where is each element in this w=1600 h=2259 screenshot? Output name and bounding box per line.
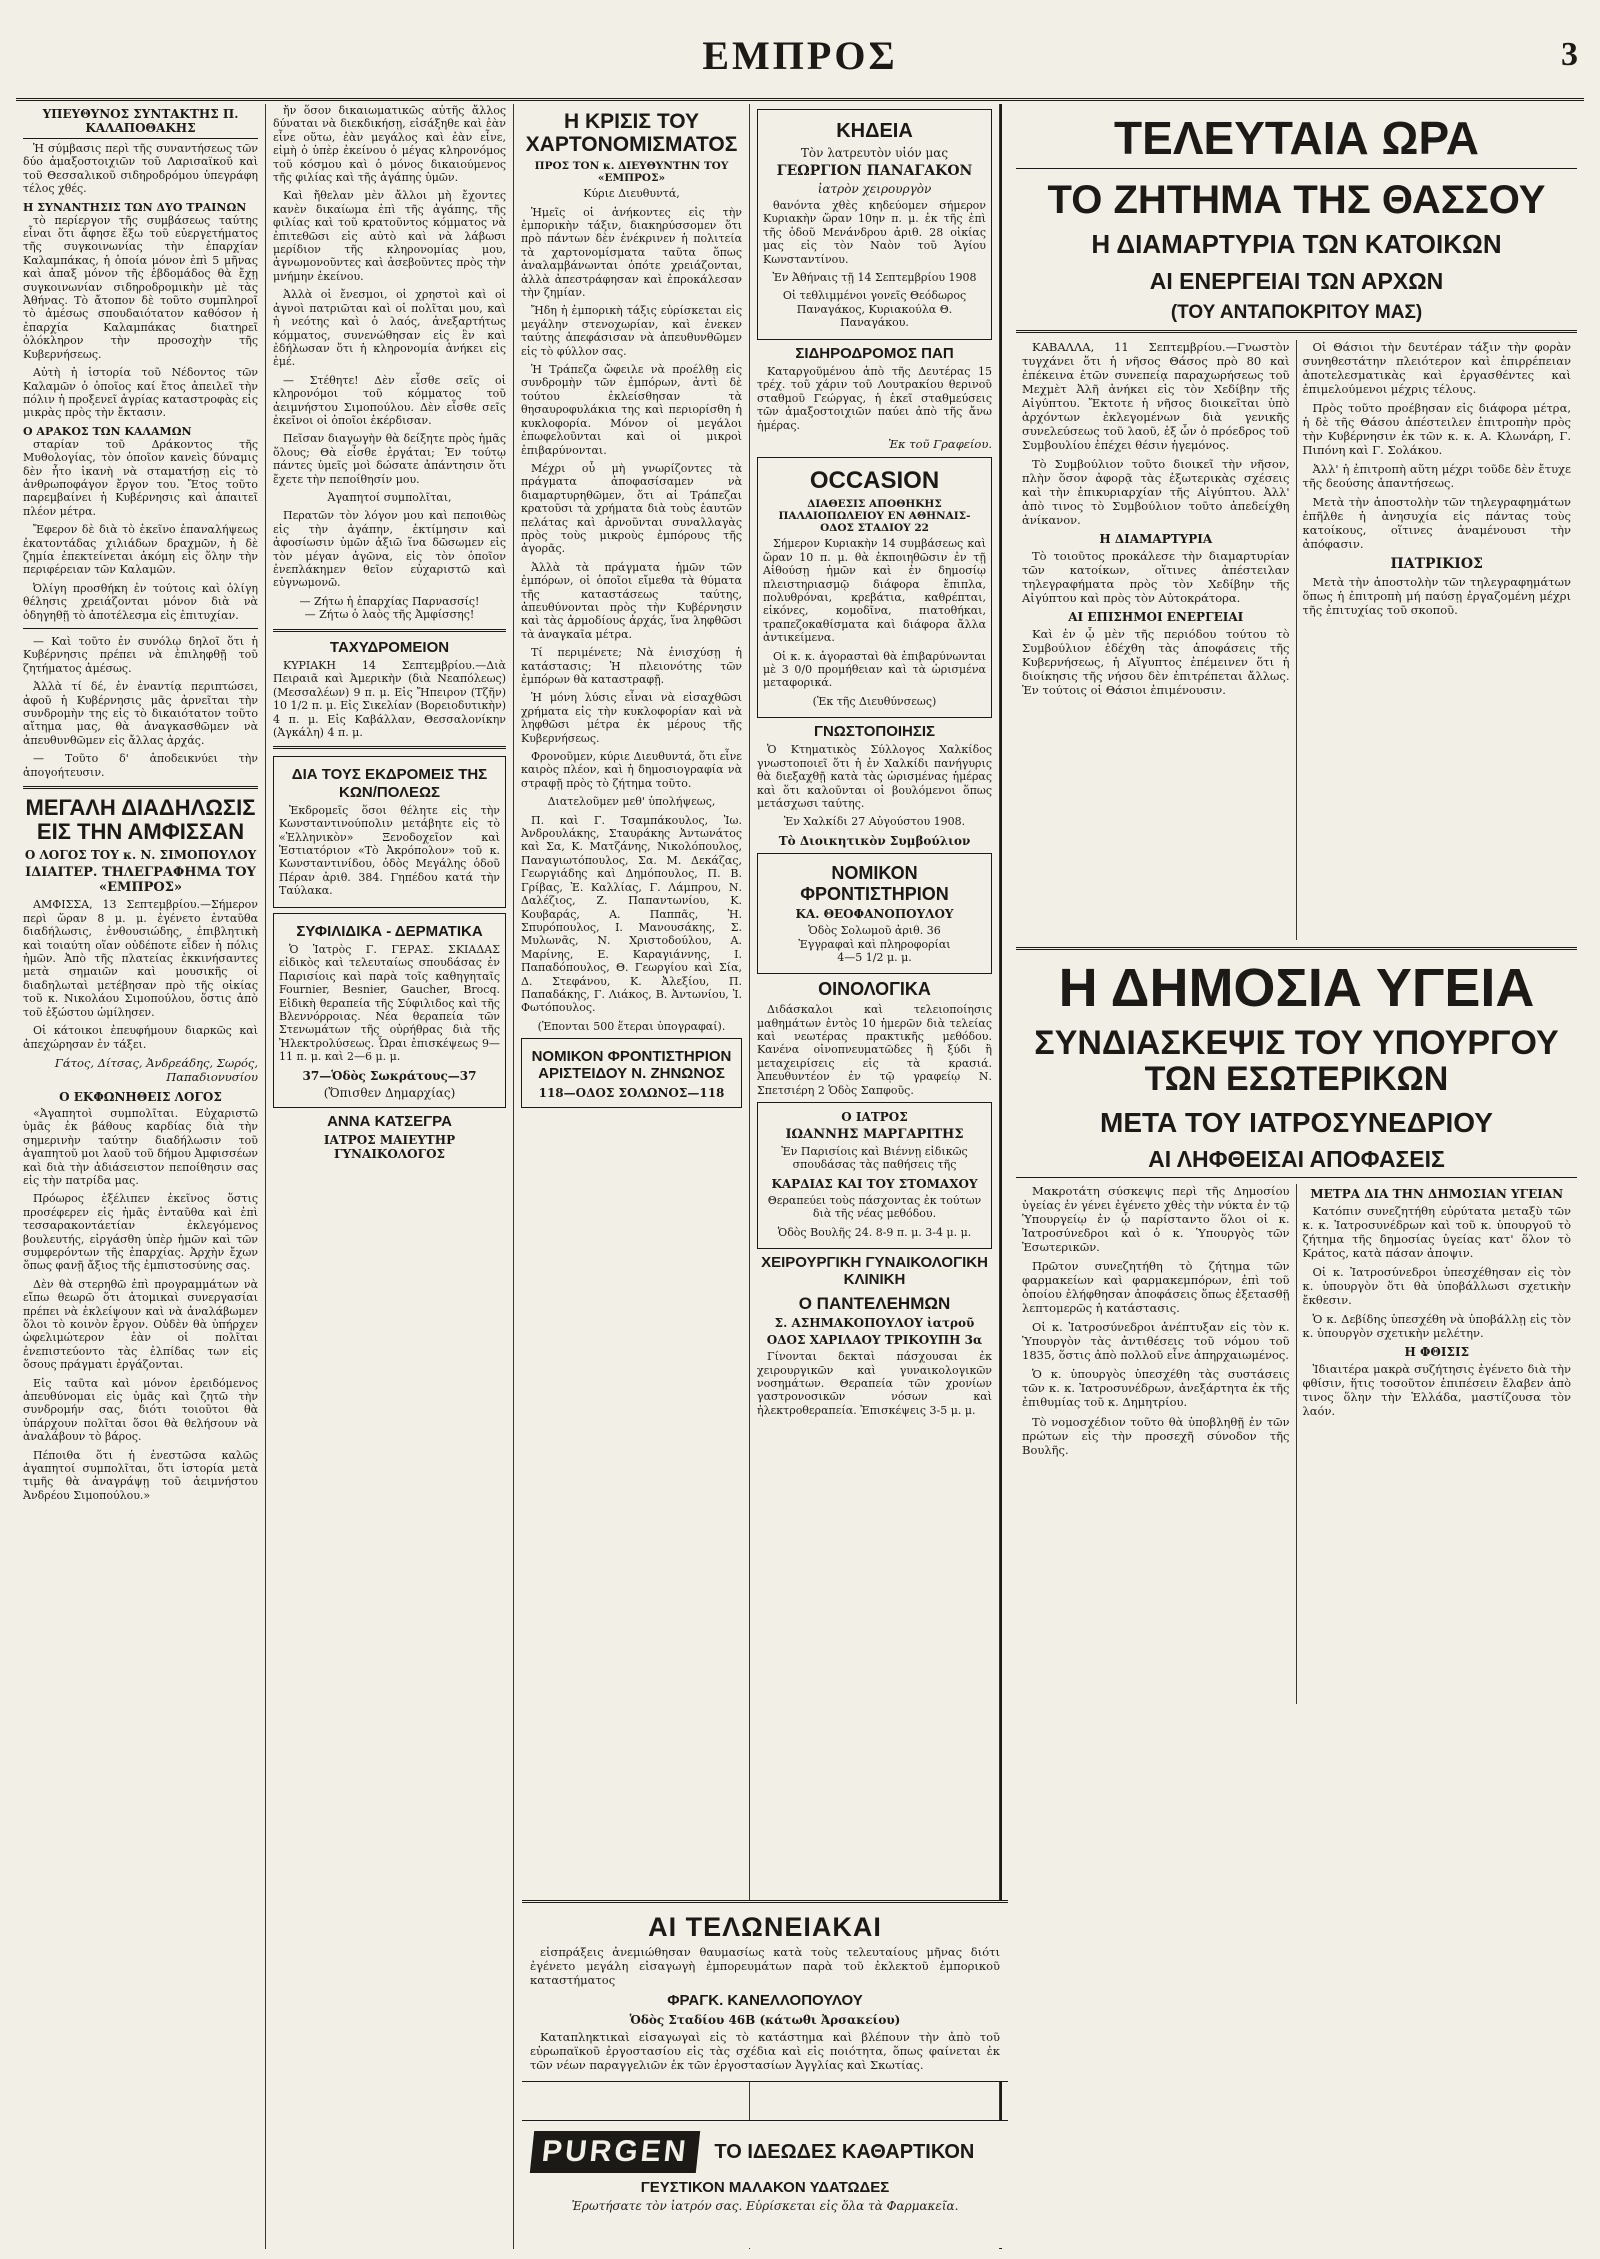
- funeral-role: ἰατρὸν χειρουργὸν: [817, 182, 932, 196]
- article-paragraph: Καταργοῦμένου ἀπὸ τῆς Δευτέρας 15 τρέχ. τοῦ χάριν τοῦ Λουτρακίου θερινοῦ σταθμοῦ Γεώργας, ἡ ἐκεῖ σταθμεύσεις τῶν ἀμαξοστοιχιῶν παύει ἀπὸ τῆς ἄνω ἡμέρας.: [757, 364, 992, 432]
- signature-list: Π. καὶ Γ. Τσαμπάκουλος, Ἰω. Ἀνδρουλάκης, Σταυράκης Ἀντωνάτος καὶ Σα, Κ. Ματζάνης, Νικολόπουλος, Παναγιωτόπουλος, Σα. Μ. Δεκάζας, Γεωργιάδης καὶ Δημόπουλος, Π. Β. Γρίβας, Ἐ. Καλλίας, Γ. Λάμπρου, Ν. Δαλέζιος, Ζ. Παπαντωνίου, Κ. Κουβαράς, Α. Παππᾶς, Ἡ. Σπυρόπουλος, Ι. Μανουσάκης, Σ. Μυλωνᾶς, Ν. Χριστοδούλου, Α. Μαρίνης, Ε. Καραγιάννης, Ι. Παπαδόπουλος, Θ. Γεωργίου καὶ Σία, Δ. Στεφάνου, Κ. Ἀλεξίου, Π. Παπαδάκης, Γ. Λιάκος, Β. Ἀντωνίου, Ἰ. Φωτόπουλος.: [521, 813, 742, 1015]
- funeral-pretext: Τὸν λατρευτὸν υἱόν μας: [800, 146, 949, 160]
- side-heading: Ο ΑΡΑΚΟΣ ΤΩΝ ΚΑΛΑΜΩΝ: [23, 424, 192, 438]
- ad-heading: ΣΥΦΙΛΙΔΙΚΑ - ΔΕΡΜΑΤΙΚΑ: [296, 922, 483, 940]
- article-paragraph: Τὸ Συμβούλιον τοῦτο διοικεῖ τὴν νῆσον, πλὴν ὅσον ἀφορᾷ τὰς ἐξωτερικὰς σχέσεις καὶ τὴν ἐπικυριαρχίαν τῆς Αἰγύπτου. Ἀλλ' ἀπὸ τινος τὸ Συμβούλιον τοῦτο ἀπεδείχθη ἀνίκανον.: [1022, 456, 1290, 527]
- section-heading: ΤΑΧΥΔΡΟΜΕΙΟΝ: [329, 638, 450, 656]
- purgen-logo: PURGEN: [530, 2131, 701, 2173]
- thasos-article: [1016, 340, 1577, 940]
- subheadline: Ο ΛΟΓΟΣ ΤΟΥ κ. Ν. ΣΙΜΟΠΟΥΛΟΥ: [24, 848, 257, 863]
- section-heading: ΑΙ ΕΠΙΣΗΜΟΙ ΕΝΕΡΓΕΙΑΙ: [1068, 609, 1244, 624]
- article-paragraph: Οἱ κ. Ἰατροσύνεδροι ἀνέπτυξαν εἰς τὸν κ. Ὑπουργὸν τὰς ἀντιθέσεις τοῦ νόμου τοῦ 1835, ὅστις ἀπὸ πολλοῦ εἶνε ἀπηρχαιωμένος.: [1022, 1320, 1290, 1363]
- article-paragraph: — Ζήτω ἡ ἐπαρχίας Παρνασσίς! — Ζήτω ὁ λαὸς τῆς Ἀμφίσσης!: [299, 594, 480, 622]
- article-paragraph: Πρόωρος ἐξέλιπεν ἐκεῖνος ὅστις προσέφερεν εἰς ἡμᾶς ἐνταῦθα καὶ ἐπὶ τεσσαρακοντάετίαν ἐκλεγόμενος βουλευτής, εἰργάσθη ὑπὲρ ἡμῶν καὶ τῶν συμφερόντων τῆς ἐπαρχίας. Ἀρχὴν ἔχων ὅπως φανῇ ἄξιος τῆς ἐμπιστοσύνης σας.: [23, 1192, 258, 1273]
- ad-text: Ἐκδρομεῖς ὅσοι θέλητε εἰς τὴν Κωνσταντινούπολιν μετάβητε εἰς τὸ «Ἑλληνικὸν» Ξενοδοχεῖον καὶ Ἑστιατόριον «Τὸ Ἀκρόπολον» τοῦ κ. Κωνσταντινίδου, ὁδὸς Μεγάλης ὁδοῦ Πέραν ἀριθ. 384. Γηπέδου κατά τὴν Ταύλακα.: [279, 803, 500, 898]
- advertisement: [757, 1102, 992, 1249]
- divider: [1016, 1177, 1577, 1178]
- ad-name: Ο ΠΑΝΤΕΛΕΗΜΩΝ: [798, 1293, 951, 1313]
- note: (Ἐπονται 500 ἕτεραι ὑπογραφαί).: [537, 1019, 726, 1033]
- article-paragraph: — Στέθητε! Δὲν εἶσθε σεῖς οἱ κληρονόμοι τοῦ κόμματος τοῦ ἀειμνήστου Σιμοπούλου. Δὲν εἶσθε σεῖς ἐκεῖνοι οἱ ὁποῖοι ἐκέρδισαν.: [273, 373, 506, 427]
- advertisement: [273, 756, 506, 907]
- article-paragraph: Εἰς ταῦτα καὶ μόνον ἐρειδόμενος ἀπευθύνομαι εἰς ὑμᾶς καὶ ζητῶ τὴν συνδρομήν σας, διότι τοιοῦτοι θὰ ὑπάρχουν πολῖται ὅσοι θὰ θελήσουν νὰ ἀναλάβουν τὸ βάρος.: [23, 1376, 258, 1444]
- divider: [23, 628, 258, 629]
- funeral-name: ΓΕΩΡΓΙΟΝ ΠΑΝΑΓΑΚΟΝ: [776, 163, 973, 179]
- article-paragraph: — Τοῦτο δ' ἀποδεικνύει τὴν ἀπογοήτευσιν.: [23, 752, 258, 779]
- purgen-note: Ἐρωτήσατε τὸν ἰατρόν σας. Εὑρίσκεται εἰς ὅλα τὰ Φαρμακεῖα.: [571, 2199, 959, 2214]
- section-heading: Η ΦΘΙΣΙΣ: [1404, 1345, 1470, 1360]
- article-paragraph: Μετὰ τὴν ἀποστολὴν τῶν τηλεγραφημάτων ἐπῆλθε ἡ ἀνησυχία εἰς πάντας τοὺς κατοίκους, οἵτινες ἀναμένουσι τὴν ἀπόφασιν.: [1302, 494, 1571, 551]
- article-paragraph: Περατῶν τὸν λόγον μου καὶ πεποιθὼς εἰς τὴν ἀγάπην, ἐκτίμησιν καὶ ἀφοσίωσιν ὑμῶν ἀξιῶ ἵνα δῶσωμεν εἰς τὸν μέγαν ἀγῶνα, εἰς τὸν ὁποῖον ἐνεπλάκημεν θεῖον εὐχαριστῶ καὶ εὐγνωμονῶ.: [273, 509, 506, 590]
- ad-heading: ΔΙΑ ΤΟΥΣ ΕΚΔΡΟΜΕΙΣ ΤΗΣ ΚΩΝ/ΠΟΛΕΩΣ: [291, 766, 488, 801]
- article-paragraph: Ἔφερον δὲ διὰ τὸ ἐκεῖνο ἐπαναλήψεως ἐκατοντάδας χιλιάδων δραχμῶν, ἡ δὲ ζημία ἐπεκτείνεται ἀκόμη εἰς ὅλην τὴν περιφέρειαν τῶν Καλαμῶν.: [23, 523, 258, 577]
- headline-thasos: ΤΟ ΖΗΤΗΜΑ ΤΗΣ ΘΑΣΣΟΥ: [1047, 178, 1546, 223]
- article-paragraph: Τὸ τοιοῦτος προκάλεσε τὴν διαμαρτυρίαν τῶν κατοίκων, οἵτινες ἀπέστειλαν τηλεγραφήματα πρὸς τὸν Χεδίβην τῆς Αἰγύπτου καὶ πρὸς τὸν Αὐτοκράτορα.: [1022, 548, 1290, 605]
- section-heading: Η ΔΙΑΜΑΡΤΥΡΙΑ: [1099, 531, 1213, 546]
- article-paragraph: Ὀλίγη προσθήκη ἐν τούτοις καὶ ὀλίγη θέλησις χρειάζονται μόνον διὰ νὰ ὁδηγηθῇ τὸ ἀποτέλεσμα εἰς ἐπιτυχίαν.: [23, 581, 258, 622]
- purgen-ad: [522, 2120, 1008, 2248]
- subheadline: (ΤΟΥ ΑΝΤΑΠΟΚΡΙΤΟΥ ΜΑΣ): [1170, 301, 1423, 323]
- funeral-text: θανόντα χθὲς κηδεύομεν σήμερον Κυριακὴν ὥραν 10ην π. μ. ἐκ τῆς ἐπὶ τῆς ὁδοῦ Μενάνδρου ἀριθ. 28 οἰκίας μας εἰς τὸν Ναὸν τοῦ Ἁγίου Κωνσταντίνου.: [763, 199, 986, 266]
- article-paragraph: Οἱ κάτοικοι ἐπευφήμουν διαρκῶς καὶ ἀπεχώρησαν ἐν τάξει.: [23, 1024, 258, 1051]
- thasos-left: [1016, 340, 1297, 940]
- article-paragraph: Ἡ μόνη λύσις εἶναι νὰ εἰσαχθῶσι χρήματα εἰς τὴν κυκλοφορίαν καὶ νὰ ληφθῶσι μέτρα ἐκ μέρους τῆς Κυβερνήσεως.: [521, 691, 742, 745]
- divider: [1016, 168, 1577, 169]
- article-paragraph: Ἤδη ἡ ἐμπορικὴ τάξις εὑρίσκεται εἰς μεγάλην στενοχωρίαν, καὶ ἐνεκεν ταύτης ἀπεφάσισαν νὰ ἀπευθυνθῶμεν εἰς τὸ φύλλον σας.: [521, 304, 742, 358]
- section-heading: ΣΙΔΗΡΟΔΡΟΜΟΣ ΠΑΠ: [795, 344, 954, 362]
- subheadline: ΙΔΙΑΙΤΕΡ. ΤΗΛΕΓΡΑΦΗΜΑ ΤΟΥ «ΕΜΠΡΟΣ»: [25, 865, 256, 896]
- ad-heading: ΝΟΜΙΚΟΝ ΦΡΟΝΤΙΣΤΗΡΙΟΝ: [800, 862, 949, 904]
- article-paragraph: Ἡ σύμβασις περὶ τῆς συναντήσεως τῶν δύο ἀμαξοστοιχιῶν τοῦ Λαρισαϊκοῦ καὶ τοῦ Θεσσαλικοῦ σιδηροδρόμου ὑπεγράφη τέλος χθές.: [23, 142, 258, 196]
- article-paragraph: σταρίαν τοῦ Δράκοντος τῆς Μυθολογίας, τὸν ὁποῖον κανεὶς δύναμις δὲν ἦτο ἱκανὴ νὰ σταματήσῃ εἰς τὸ ἀνθρωποφάγον ἔργον του. Ἔτος τοῦτο παρεμβαίνει ἡ Κυβέρνησις καὶ ἀπαιτεῖ πλέον μέτρα.: [23, 437, 258, 518]
- ad-text: Ἐν Παρισίοις καὶ Βιέννῃ εἰδικῶς σπουδάσας τὰς παθήσεις τῆς: [781, 1145, 968, 1172]
- side-heading: Η ΣΥΝΑΝΤΗΣΙΣ ΤΩΝ ΔΥΟ ΤΡΑΙΝΩΝ: [23, 200, 247, 214]
- ad-text: Ὁ Ἰατρὸς Γ. ΓΕΡΑΣ. ΣΚΙΑΔΑΣ εἰδικὸς καὶ τελευταίως σπουδάσας ἐν Παρισίοις καὶ παρὰ τοῖς καθηγηταῖς Fournier, Besnier, Gaucher, Brocq. Εἰδικὴ θεραπεία τῆς Σύφιλιδος καὶ τῆς Βλεννόρροιας. Νέα θεραπεία τῶν Στενωμάτων τῆς οὐρήθρας διὰ τῆς Ἠλεκτρολύσεως. Ὧραι ἐπισκέψεως 9—11 π. μ. καὶ 2—6 μ. μ.: [279, 942, 500, 1064]
- column-2: [266, 104, 514, 2249]
- advertisement: [757, 853, 992, 975]
- column-5: [1000, 104, 1584, 2249]
- ad-heading: ΧΕΙΡΟΥΡΓΙΚΗ ΓΥΝΑΙΚΟΛΟΓΙΚΗ ΚΛΙΝΙΚΗ: [761, 1254, 988, 1289]
- article-paragraph: τὸ περίεργον τῆς συμβάσεως ταύτης εἶναι ὅτι ἄφησε ἔξω τοῦ εὐεργετήματος τῆς συγκοινωνίας τὴν ἐπαρχίαν Καλαμπάκας, ἡ ὁποία μόνον ἐπὶ 5 μῆνας καὶ ἁπαξ μόνον τῆς ἑβδομάδος θὰ ἔχῃ συγκοινωνίαν σιδηροδρομικὴν μὲ τὰς Ἀθήνας. Τὸ ἄτοπον δὲ τοῦτο συμπληροῖ τὸ ἀμέσως σπουδαιότατον καθόσον ἡ ἐπαρχία Καλαμπάκας διατηρεῖ ὁλόκληρον τὴν προσοχὴν τῆς Κυβερνήσεως.: [23, 213, 258, 361]
- advertisement: [521, 1038, 742, 1108]
- article-paragraph: Κατόπιν συνεζητήθη εὐρύτατα μεταξὺ τῶν κ. κ. Ἰατροσυνέδρων καὶ τοῦ κ. ὑπουργοῦ τὸ ζήτημα τῆς δημοσίας ὑγείας κατ' ὅλον τὸ Κράτος, κατὰ πάσαν ἀποψιν.: [1302, 1204, 1571, 1261]
- subheadline: ΜΕΤΑ ΤΟΥ ΙΑΤΡΟΣΥΝΕΔΡΙΟΥ: [1100, 1106, 1493, 1138]
- article-paragraph: Πέποιθα ὅτι ἡ ἐνεστῶσα καλῶς ἀγαπητοί συμπολῖται, ὅτι ἱστορία μετὰ τιμῆς θὰ ἀναγράψῃ τοῦ ἀειμνήστου Ἀνδρέου Σιμοπούλου.»: [23, 1448, 258, 1502]
- ad-doctor: Σ. ΑΣΗΜΑΚΟΠΟΥΛΟΥ ἰατροῦ: [774, 1316, 975, 1331]
- subheadline: ΑΙ ΛΗΦΘΕΙΣΑΙ ΑΠΟΦΑΣΕΙΣ: [1148, 1146, 1445, 1173]
- divider: [1016, 947, 1577, 950]
- health-article: [1016, 1184, 1577, 1704]
- ad-heading: ΑΝΝΑ ΚΑΤΣΕΓΡΑ: [327, 1112, 452, 1130]
- thasos-right: [1297, 340, 1578, 940]
- headline: ΜΕΓΑΛΗ ΔΙΑΔΗΛΩΣΙΣ ΕΙΣ ΤΗΝ ΑΜΦΙΣΣΑΝ: [25, 795, 256, 845]
- column-1: [16, 104, 266, 2249]
- subheadline: ΠΡΟΣ ΤΟΝ κ. ΔΙΕΥΘΥΝΤΗΝ ΤΟΥ «ΕΜΠΡΟΣ»: [534, 160, 729, 185]
- ad-heading: ΑΙ ΤΕΛΩΝΕΙΑΚΑΙ: [648, 1912, 882, 1942]
- divider: [273, 629, 506, 632]
- advertisement: [273, 913, 506, 1108]
- article-paragraph: ΑΜΦΙΣΣΑ, 13 Σεπτεμβρίου.—Σήμερον περὶ ὥραν 8 μ. μ. ἐγένετο ἐνταῦθα διαδήλωσις, ἐνθουσιώδης, ἐπιβλητικὴ καὶ τοιαύτη οἵαν οὐδέποτε εἶδεν ἡ πόλις ἡμῶν. Ἀπὸ τῆς πλατείας ἐκκινήσαντες μετὰ σημαιῶν καὶ μουσικῆς οἱ διαδηλωταὶ μετέβησαν πρὸ τῆς οἰκίας τοῦ κ. Νικολάου Σιμοπούλου, ὅστις ἀπὸ τοῦ ἐξώστου ὡμίλησεν.: [23, 898, 258, 1019]
- funeral-parents: Οἱ τεθλιμμένοι γονεῖς Θεόδωρος Παναγάκος, Κυριακούλα Θ. Παναγάκου.: [782, 289, 967, 330]
- salutation: Κύριε Διευθυντά,: [583, 187, 680, 201]
- article-paragraph: Ἀλλὰ τί δέ, ἐν ἐναντίᾳ περιπτώσει, ἀφοῦ ἡ Κυβέρνησις μᾶς ἀρνεῖται τὴν συνδρομὴν της εἰς τὸ δικαιότατον τοῦτο αἴτημα μας, θὰ ἀναγκασθῶμεν νὰ ἀπευθυνθῶμεν εἰς ἄλλας ἀρχάς.: [23, 680, 258, 747]
- article-paragraph: Διδάσκαλοι καὶ τελειοποίησις μαθημάτων ἐντὸς 10 ἡμερῶν διὰ τελείας καὶ νεωτέρας πρακτικῆς μεθόδου. Κανένα οἰνοπνευματῶδες ἢ ξύδι ἢ μεταχειρίσεις εἰς τὰ κρασιά. Ἀπευθυντέον ἐν τῷ γραφείῳ Ν. Σπετσιέρη 2 Ὁδὸς Σαπφοῦς.: [757, 1003, 992, 1097]
- advertisement: [757, 457, 992, 718]
- article-paragraph: Ὁ κ. Δεβίδης ὑπεσχέθη νὰ ὑποβάλλῃ εἰς τὸν κ. ὑπουργὸν σχετικὴν μελέτην.: [1302, 1312, 1571, 1341]
- article-paragraph: Ὁ κ. ὑπουργὸς ὑπεσχέθη τὰς συστάσεις τῶν κ. κ. Ἰατροσυνέδρων, ἀνεξάρτητα ἐκ τῆς ἐπιθυμίας τοῦ κ. Δημητρίου.: [1022, 1367, 1290, 1410]
- article-paragraph: ΚΥΡΙΑΚΗ 14 Σεπτεμβρίου.—Διὰ Πειραιᾶ καὶ Ἀμερικὴν (διὰ Νεαπόλεως) (Μεσσαλέων) 9 π. μ. Εἰς Ἤπειρον (Τζῆν) 10 1/2 π. μ. Εἰς Σικελίαν (Βορειοδυτικὴν) 4 π. μ. Εἰς Καβάλλαν, Θεσσαλονίκην (Ἀγκάλη) 4 π. μ.: [273, 658, 506, 739]
- customs-ad: [522, 1900, 1008, 2082]
- article-paragraph: Μέχρι οὗ μὴ γνωρίζοντες τὰ πράγματα ἀποφασίσαμεν νὰ διαμαρτυρηθῶμεν, ὅτι αἱ Τράπεζαι κρατοῦσι τὰ χρήματα διὰ τοὺς ἑαυτῶν πελάτας καὶ ἀρνοῦνται συναλλαγὰς πρὸς τοὺς μικροὺς ἐμπόρους τῆς ἀγορᾶς.: [521, 461, 742, 556]
- article-paragraph: Ἀλλ' ἡ ἐπιτροπὴ αὕτη μέχρι τοῦδε δὲν ἔτυχε τῆς δεούσης ἀπαντήσεως.: [1302, 461, 1571, 490]
- ad-address: Ὁδὸς Βουλῆς 24. 8-9 π. μ. 3-4 μ. μ.: [777, 1225, 972, 1239]
- funeral-date: Ἐν Ἀθήναις τῇ 14 Σεπτεμβρίου 1908: [772, 271, 977, 285]
- article-paragraph: Ἀγαπητοί συμπολῖται,: [327, 490, 452, 504]
- article-paragraph: Ὁ Κτηματικὸς Σύλλογος Χαλκίδος γνωστοποιεῖ ὅτι ἡ ἐν Χαλκίδι πανήγυρις θὰ διεξαχθῇ κατὰ τὰς ὡρισμένας ἡμέρας καὶ ὅτι καλοῦνται οἱ βουλόμενοι ὅπως μετάσχωσι ταύτης.: [757, 743, 992, 811]
- funeral-heading: ΚΗΔΕΙΑ: [836, 120, 913, 142]
- health-left: [1016, 1184, 1297, 1704]
- article-paragraph: Ἡ Τράπεζα ὤφειλε νὰ προέλθῃ εἰς συνδρομὴν τῶν ἐμπόρων, ἀντὶ δὲ τούτου ἐκλείσθησαν τὰ θησαυροφυλάκια της καὶ περιορίσθη ἡ κυκλοφορία. Μόνον οἱ μεγάλοι ἐπωφελοῦνται καὶ οἱ μικροὶ ἐπιβαρύνονται.: [521, 363, 742, 457]
- headline-public-health: Η ΔΗΜΟΣΙΑ ΥΓΕΙΑ: [1058, 957, 1535, 1018]
- ad-text: Καταπληκτικαὶ εἰσαγωγαὶ εἰς τὸ κατάστημα καὶ βλέπουν τὴν ἀπὸ τοῦ εὐρωπαϊκοῦ ἐργοστασίου εἰς τὰς σχέδια καὶ εἰς ποιότητα, ὅπως φαίνεται ἐκ τῶν νέων παραγγελιῶν ἐκ τῶν ἐργοστασίων Ἀγγλίας καὶ Σκωτίας.: [530, 2029, 1000, 2072]
- article-paragraph: Τί περιμένετε; Νὰ ἐνισχύσῃ ἡ κατάστασις; Ἡ πλειονότης τῶν ἐμπόρων θὰ καταστραφῇ.: [521, 646, 742, 686]
- ad-name: ΙΩΑΝΝΗΣ ΜΑΡΓΑΡΙΤΗΣ: [785, 1127, 964, 1143]
- ad-heading: ΝΟΜΙΚΟΝ ΦΡΟΝΤΙΣΤΗΡΙΟΝ ΑΡΙΣΤΕΙΔΟΥ Ν. ΖΗΝΩΝΟΣ: [531, 1048, 732, 1083]
- article-paragraph: Πρὸς τοῦτο προέβησαν εἰς διάφορα μέτρα, ἡ δὲ τῆς Θάσου ἀπέστειλεν ἐπιτροπὴν πρὸς τὴν Κυβέρνησιν ἐκ τῶν κ. κ. Α. Κλωνάρη, Γ. Πιπόνη καὶ Γ. Σολάκου.: [1302, 400, 1571, 457]
- article-paragraph: Ἀλλὰ τὰ πράγματα ἡμῶν τῶν ἐμπόρων, οἱ ὁποῖοι εἴμεθα τὰ θύματα τῆς καταστάσεως ταύτης, ἀπευθύνονται πρὸς τὴν Κυβέρνησιν καὶ τὰς ἁρμοδίους ἀρχάς, ἵνα ληφθῶσι τὰ ἀναγκαῖα μέτρα.: [521, 560, 742, 641]
- article-paragraph: «Ἀγαπητοὶ συμπολῖται. Εὐχαριστῶ ὑμᾶς ἐκ βάθους καρδίας διὰ τὴν σημερινὴν ταύτην διαδήλωσιν τοῦ ἀγαπητοῦ μοι λαοῦ τοῦ δήμου Ἀμφισσέων καὶ διὰ τὴν ἀδιάσειστον πεποίθησιν σας εἰς τὴν πατρίδα μας.: [23, 1106, 258, 1187]
- subheadline: Η ΔΙΑΜΑΡΤΥΡΙΑ ΤΩΝ ΚΑΤΟΙΚΩΝ: [1091, 229, 1502, 260]
- divider: [273, 746, 506, 749]
- ad-heading: OCCASION: [809, 466, 940, 494]
- article-paragraph: Φρονοῦμεν, κύριε Διευθυντά, ὅτι εἶνε καιρὸς πλέον, καὶ ἡ δημοσιογραφία νὰ στραφῇ πρὸς τὸ ζήτημα τοῦτο.: [521, 750, 742, 790]
- article-paragraph: Αὐτὴ ἡ ἱστορία τοῦ Νέδοντος τῶν Καλαμῶν ὁ ὁποῖος καί ἔτος ἀπειλεῖ τὴν πόλιν ἡ προξενεῖ ἀγρίας καταστροφὰς εἰς μικρὰς πρὸς τὴν ἔκτασιν.: [23, 366, 259, 420]
- ad-address-note: (Ὄπισθεν Δημαρχίας): [323, 1085, 456, 1100]
- section-heading: ΜΕΤΡΑ ΔΙΑ ΤΗΝ ΔΗΜΟΣΙΑΝ ΥΓΕΙΑΝ: [1310, 1187, 1564, 1202]
- ad-specialty: ΚΑΡΔΙΑΣ ΚΑΙ ΤΟΥ ΣΤΟΜΑΧΟΥ: [771, 1176, 978, 1191]
- purgen-subtitle: ΓΕΥΣΤΙΚΟΝ ΜΑΛΑΚΟΝ ΥΔΑΤΩΔΕΣ: [640, 2179, 890, 2196]
- divider: [23, 786, 258, 789]
- ad-name: ΚΑ. ΘΕΟΦΑΝΟΠΟΥΛΟΥ: [795, 907, 954, 922]
- signature-name: ΠΑΤΡΙΚΙΟΣ: [1390, 555, 1483, 572]
- section-heading: ΟΙΝΟΛΟΓΙΚΑ: [818, 979, 931, 1000]
- article-paragraph: Διατελοῦμεν μεθ' ὑπολήψεως,: [547, 795, 716, 809]
- article-paragraph: ἤν ὅσον δικαιωματικῶς αὐτῆς ἄλλος δύναται νὰ διεκδικήσῃ, εἰσάξηθε καὶ ἐὰν εἶνε οὕτω, ἐὰν μεγάλος καὶ ἐὰν εἶνε, εἰμὴ ὁ ὑπὲρ ἐκείνου ὁ μέγας κληρονόμος τοῦ κόσμου καὶ ὁ μόνος δικαιούμενος τῆς φιλίας καὶ τῆς ἀγάπης ὑμῶν.: [273, 104, 506, 185]
- article-paragraph: Μετὰ τὴν ἀποστολὴν τῶν τηλεγραφημάτων ὅπως ἡ ἐπιτροπὴ μή παύσῃ ἐργαζομένη μέχρι τῆς ἐπιτυχίας τοῦ σκοποῦ.: [1302, 574, 1571, 617]
- ad-text: Οἱ κ. κ. ἀγορασταὶ θὰ ἐπιβαρύνωνται μὲ 3 0/0 προμήθειαν καὶ τὰ ὡρισμένα μεταφορικά.: [763, 649, 986, 690]
- purgen-row: [532, 2131, 998, 2173]
- divider: [1016, 330, 1577, 333]
- subheadline: ΑΙ ΕΝΕΡΓΕΙΑΙ ΤΩΝ ΑΡΧΩΝ: [1149, 267, 1444, 294]
- paper-title: ΕΜΠΡΟΣ: [702, 33, 898, 78]
- headline: Η ΚΡΙΣΙΣ ΤΟΥ ΧΑΡΤΟΝΟΜΙΣΜΑΤΟΣ: [525, 110, 738, 157]
- notice-sign: Τὸ Διοικητικὸν Συμβούλιον: [778, 833, 971, 848]
- ad-text: Ὁδὸς Σολωμοῦ ἀριθ. 36 Ἐγγραφαὶ καὶ πληροφορίαι 4—5 1/2 μ. μ.: [798, 924, 951, 965]
- article-paragraph: Μακροτάτη σύσκεψις περὶ τῆς Δημοσίου ὑγείας ἐν γένει ἐγένετο χθὲς τὴν νύκτα ἐν τῷ Ὑπουργείῳ ἐν ᾧ παρίσταντο ὅλοι οἱ κ. Ἰατροσύνεδροι καὶ ὁ κ. Ὑπουργὸς τῶν Ἐσωτερικῶν.: [1022, 1184, 1290, 1255]
- article-paragraph: Τὸ νομοσχέδιον τοῦτο θὰ ὑποβληθῇ ἐν τῶν πρώτων εἰς τὴν προσεχῆ σύνοδον τῆς Βουλῆς.: [1022, 1414, 1290, 1457]
- article-paragraph: Πεῖσαν διαγωγὴν θὰ δείξητε πρὸς ἡμᾶς ὅλους; Θὰ εἶσθε ἐργάται; Ἐν τούτῳ πάντες ὑμεῖς μοὶ δώσατε ἀπάντησιν ὅτι ἔχετε τὴν πεποίθησίν μου.: [273, 432, 506, 486]
- notice-date: Ἐν Χαλκίδι 27 Αὐγούστου 1908.: [783, 815, 966, 829]
- funeral-notice: [757, 109, 992, 340]
- signature: Ἐκ τοῦ Γραφείου.: [888, 436, 992, 451]
- article-paragraph: Οἱ κ. Ἰατροσύνεδροι ὑπεσχέθησαν εἰς τὸν κ. ὑπουργὸν ὅτι θὰ ὑποβάλλωσι σχετικὴν ἔκθεσιν.: [1302, 1265, 1571, 1308]
- article-paragraph: Πρῶτον συνεζητήθη τὸ ζήτημα τῶν φαρμακείων καὶ φαρμακεμπόρων, ἐπὶ τοῦ ὁποίου ἐλήφθησαν ἀποφάσεις ὅπως ἐξετασθῇ λεπτομερῶς ἡ κατάστασις.: [1022, 1259, 1290, 1316]
- ad-heading: Ο ΙΑΤΡΟΣ: [841, 1110, 908, 1125]
- section-heading: ΓΝΩΣΤΟΠΟΙΗΣΙΣ: [813, 723, 936, 741]
- article-paragraph: ΚΑΒΑΛΛΑ, 11 Σεπτεμβρίου.—Γνωστὸν τυγχάνει ὅτι ἡ νῆσος Θάσος πρὸ 80 καὶ ἐπέκεινα ἐτῶν συνεπείᾳ παραχωρήσεως τοῦ Μεχμὲτ Ἀλῆ ἀνήκει εἰς τὸν Χεδίβην τῆς Αἰγύπτου. Ἔκτοτε ἡ νῆσος διοικεῖται ὑπὸ ἀρχόντων ἐκλεγομένων διὰ γενικῆς συνελεύσεως τοῦ λαοῦ, ἐξ ὧν ὁ πρόεδρος τοῦ Συμβουλίου ἐπέχει θέσιν ἡγεμόνος.: [1022, 339, 1290, 452]
- byline: ΥΠΕΥΘΥΝΟΣ ΣΥΝΤΑΚΤΗΣ Π. ΚΑΛΑΠΟΘΑΚΗΣ: [23, 107, 258, 139]
- ad-text: Θεραπεύει τοὺς πάσχοντας ἐκ τούτων διὰ τῆς νέας μεθόδου.: [767, 1193, 982, 1221]
- article-paragraph: — Καὶ τοῦτο ἐν συνόλῳ δηλοῖ ὅτι ἡ Κυβέρνησις πρέπει νὰ ἐπιληφθῇ τοῦ ζητήματος ἀμέσως.: [23, 635, 258, 675]
- ad-text: ΙΑΤΡΟΣ ΜΑΙΕΥΤΗΡ ΓΥΝΑΙΚΟΛΟΓΟΣ: [323, 1132, 456, 1161]
- page-number: 3: [1561, 36, 1578, 73]
- ad-address: 37—Ὁδὸς Σωκράτους—37: [302, 1068, 477, 1083]
- ad-address: ΟΔΟΣ ΧΑΡΙΛΑΟΥ ΤΡΙΚΟΥΠΗ 3α: [766, 1333, 983, 1348]
- article-paragraph: Ἰδιαιτέρα μακρὰ συζήτησις ἐγένετο διὰ τὴν φθίσιν, ἥτις τοσοῦτον ἐπιπέσειν ἔλαβεν ἀπὸ τινος ὅλην τὴν Ἑλλάδα, μαστίζουσα τὸν λαόν.: [1302, 1362, 1571, 1419]
- purgen-title: ΤΟ ΙΔΕΩΔΕΣ ΚΑΘΑΡΤΙΚΟΝ: [714, 2140, 975, 2163]
- ad-text: Γίνονται δεκταὶ πάσχουσαι ἐκ χειρουργικῶν καὶ γυναικολογικῶν νοσημάτων. Θεραπεία τῶν χρονίων γαστρονοσικῶν νόσων καὶ ἠλεκτροθεραπεία. Ἐπισκέψεις 3-5 μ. μ.: [757, 1350, 992, 1417]
- ad-address: Ὁδὸς Σταδίου 46Β (κάτωθι Ἀρσακείου): [629, 2012, 901, 2027]
- ad-text: εἰσπράξεις ἀνεμιώθησαν θαυμασίως κατὰ τοὺς τελευταίους μῆνας διότι ἐγένετο μεγάλη εἰσαγωγὴ ἐμπορευμάτων παρὰ τοῦ ἐκλεκτοῦ ἐμπορικοῦ καταστήματος: [530, 1945, 1000, 1988]
- article-paragraph: Καὶ ἐν ᾧ μὲν τῆς περιόδου τούτου τὸ Συμβούλιον ἐδέχθη τὰς ἀποφάσεις τῆς Κυβερνήσεως, ἡ Αἴγυπτος ἐπέμεινεν ὅτι ἡ διοίκησις τῆς νήσου δὲν ἐπιτρέπεται ἄλλως. Ἐν τούτοις οἱ Θάσιοι ἐπιμένουσιν.: [1022, 626, 1290, 697]
- signature: Γάτος, Δίτσας, Ἀνδρεάδης, Σωρός, Παπαδιονυσίου: [54, 1055, 258, 1084]
- ad-subheading: ΔΙΑΘΕΣΙΣ ΑΠΟΘΗΚΗΣ ΠΑΛΑΙΟΠΩΛΕΙΟΥ ΕΝ ΑΘΗΝΑΙΣ-ΟΔΟΣ ΣΤΑΔΙΟΥ 22: [778, 498, 971, 535]
- section-heading: Ο ΕΚΦΩΝΗΘΕΙΣ ΛΟΓΟΣ: [59, 1089, 222, 1104]
- masthead: [16, 6, 1584, 101]
- article-paragraph: Ἀλλὰ οἱ ἔνεσμοι, οἱ χρηστοὶ καὶ οἱ ἀγνοὶ πατριῶται καὶ οἱ πολῖται μου, καὶ ἡ νεότης καὶ ὁ λαός, ἀνεξαρτήτως κόμματος, συνενώθησαν εἰς ἓν καὶ ἐδήλωσαν ὅτι ἡ κληρονομία ἀνήκει εἰς ἐμέ.: [273, 288, 506, 369]
- article-paragraph: Ἡμεῖς οἱ ἀνήκοντες εἰς τὴν ἐμπορικὴν τάξιν, διακηρύσσομεν ὅτι πρὸ πάντων δὲν ἐνέκρινεν ἡ πολιτεία τὰ χαρτονομίσματα ταῦτα ὅπως ἀναλαμβάνωνται ὁπότε χρειάζονται, ἀλλὰ ἀπεστράφησαν καὶ ἐπροκάλεσαν τὴν ζημίαν.: [521, 205, 742, 300]
- ad-sign: (Ἐκ τῆς Διευθύνσεως): [812, 694, 937, 708]
- health-right: [1297, 1184, 1578, 1704]
- ad-text: Σήμερον Κυριακὴν 14 συμβάσεως καὶ ὥραν 10 π. μ. θὰ ἐκποιηθῶσιν ἐν τῇ Αἰθούσῃ ἡμῶν καὶ ἐν δημοσίῳ πλειστηριασμῷ διάφορα ἔπιπλα, πολυθρόναι, κρεβάτια, καθρέπται, εἰκόνες, κομοδῖνα, πιατοθήκαι, τραπεζοκαθίσματα καὶ διάφορα ἄλλα ἀντικείμενα.: [763, 537, 986, 645]
- article-paragraph: Καὶ ἤθελαν μὲν ἄλλοι μὴ ἔχοντες κανὲν δικαίωμα ἐπὶ τῆς ἀγάπης, τῆς φιλίας καὶ τοῦ κρατοῦντος κόμματος νὰ ἐπιτεθῶσι εἰς αὐτὸ καὶ νὰ λάβωσι μερίδιον τῆς κληρονομίας μου, ἀγνωμονοῦντες καὶ ἀσεβοῦντες πρὸς τὴν μνήμην ἐκείνου.: [273, 189, 506, 283]
- article-paragraph: Οἱ Θάσιοι τὴν δευτέραν τάξιν τὴν φορὰν συνηθεστάτην πλειότερον καὶ ἐπιρρέπειαν ἀποτελεσματικὰς καὶ ἐργασθέντες καὶ ἐπιμελούμενοι μέχρις τέλους.: [1302, 339, 1571, 396]
- headline-last-hour: ΤΕΛΕΥΤΑΙΑ ΩΡΑ: [1114, 112, 1479, 164]
- ad-name: ΦΡΑΓΚ. ΚΑΝΕΛΛΟΠΟΥΛΟΥ: [667, 1992, 863, 2010]
- ad-address: 118—ΟΔΟΣ ΣΟΛΩΝΟΣ—118: [538, 1085, 725, 1100]
- subheadline: ΣΥΝΔΙΑΣΚΕΨΙΣ ΤΟΥ ΥΠΟΥΡΓΟΥ ΤΩΝ ΕΣΩΤΕΡΙΚΩΝ: [1034, 1024, 1559, 1099]
- article-paragraph: Δὲν θὰ στερηθῶ ἐπὶ προγραμμάτων νὰ εἴπω θεωρῶ ὅτι ἀτομικαὶ συνεργασίαι πρέπει νὰ ἐκλείψουν καὶ νὰ ἀναλάβωμεν ὅλοι τὸ κοινὸν ἔργον. Οὐδὲν θὰ ὑπήρχεν ὠφελιμώτερον ἐὰν οἱ πολῖται ἐνεπιστεύοντο τὰς ἐλπίδας των εἰς ὅσους πράγματι ἐργάζονται.: [23, 1277, 258, 1372]
